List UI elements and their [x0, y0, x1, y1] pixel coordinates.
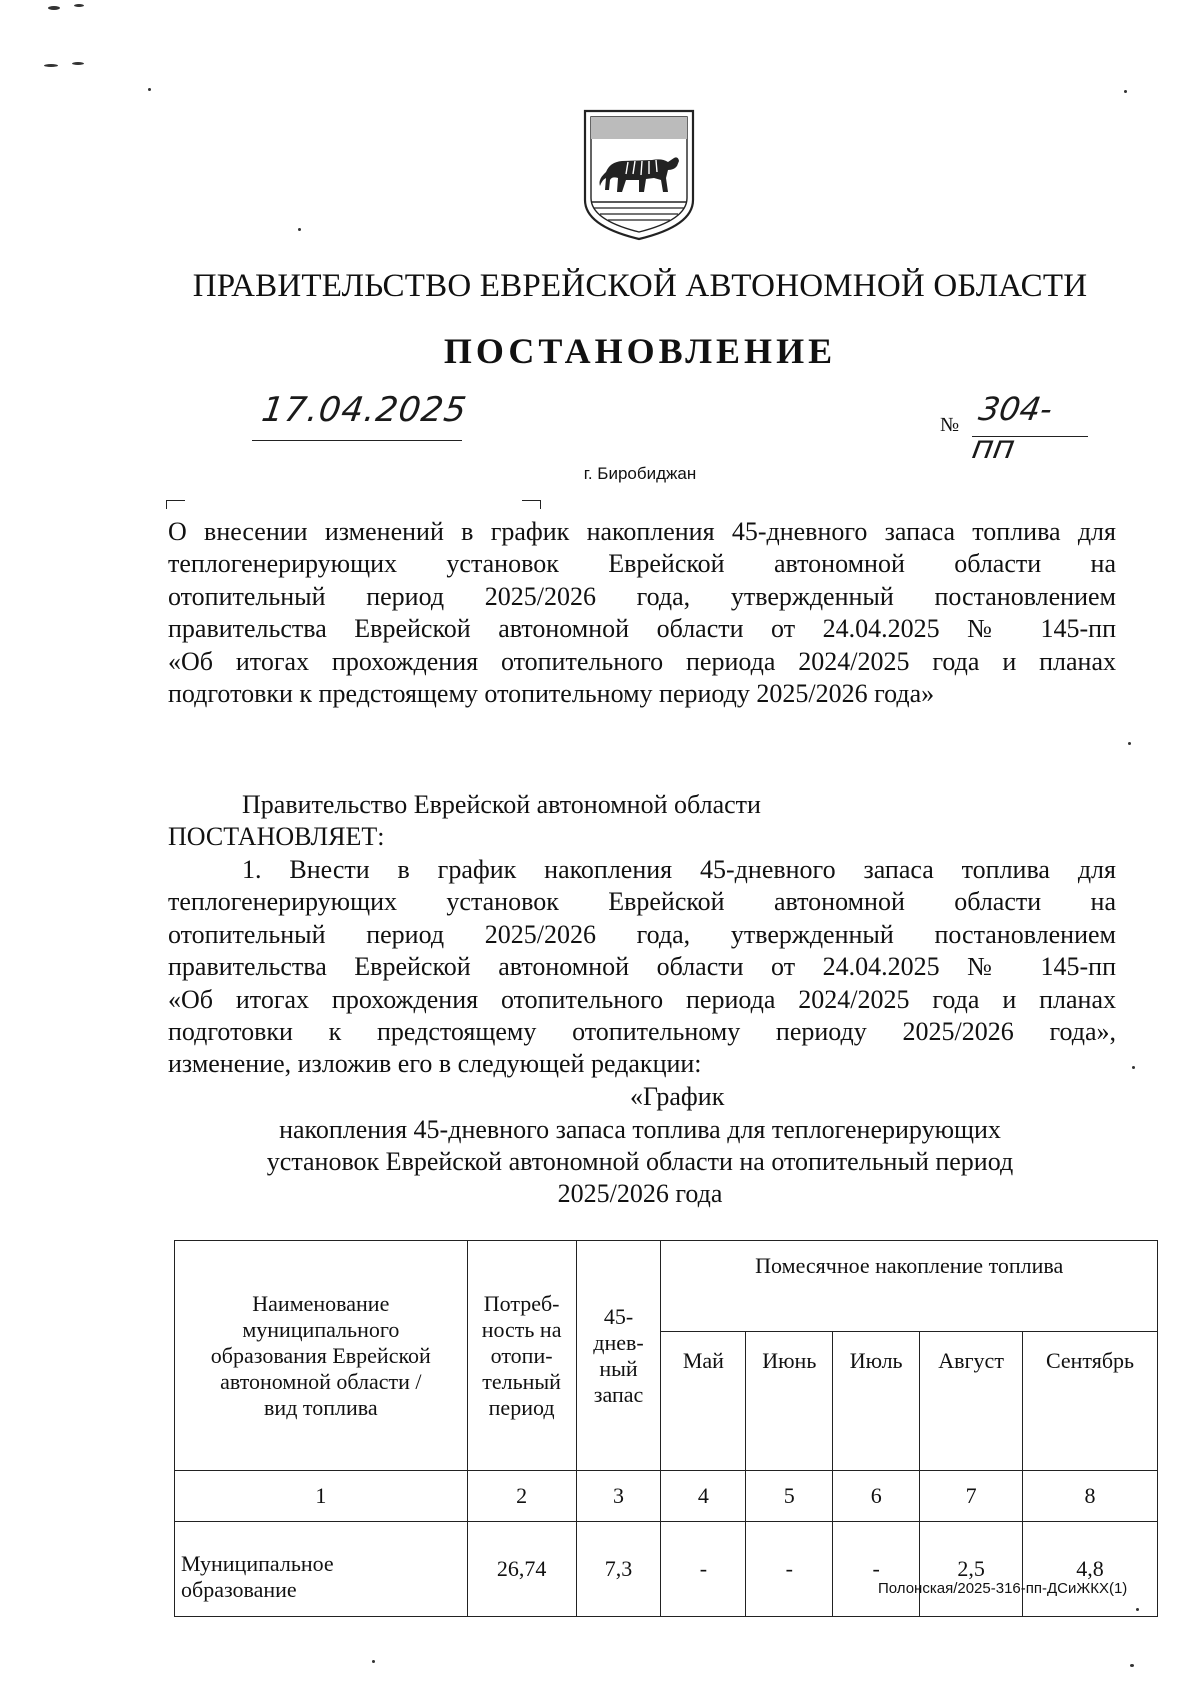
scan-speck — [74, 4, 84, 7]
header-month-september: Сентябрь — [1023, 1332, 1158, 1471]
subject-line: О внесении изменений в график накопления 45-дневного запаса топлива для — [168, 517, 1116, 546]
schedule-title-line: 2025/2026 года — [557, 1179, 723, 1208]
subject-line: отопительный период 2025/2026 года, утвержденный постановлением — [168, 581, 1116, 611]
header-stock: 45- днев- ный запас — [576, 1241, 661, 1471]
cell-august: 2,5 — [920, 1522, 1023, 1617]
header-need: Потреб- ность на отопи- тельный период — [467, 1241, 576, 1471]
coat-of-arms-emblem — [582, 108, 696, 242]
paragraph-line: теплогенерирующих установок Еврейской автономной области на — [168, 887, 1116, 917]
cell-june: - — [746, 1522, 833, 1617]
column-number: 1 — [175, 1471, 468, 1522]
subject-line: правительства Еврейской автономной области от 24.04.2025 № 145-пп — [168, 614, 1116, 644]
subject-line: «Об итогах прохождения отопительного периода 2024/2025 года и планах — [168, 646, 1116, 676]
bracket-left — [166, 500, 185, 509]
schedule-title-line: установок Еврейской автономной области на отопительный период — [266, 1147, 1014, 1176]
header-month-july: Июль — [833, 1332, 920, 1471]
scan-speck — [1132, 1066, 1135, 1069]
bracket-right — [522, 500, 541, 509]
column-number: 4 — [661, 1471, 746, 1522]
cell-september: 4,8 — [1023, 1522, 1158, 1617]
column-number: 5 — [746, 1471, 833, 1522]
footer-reference: Полонская/2025-316-пп-ДСиЖКХ(1) — [878, 1580, 1128, 1597]
preamble-resolves: ПОСТАНОВЛЯЕТ: — [168, 822, 385, 851]
scan-speck — [298, 228, 301, 231]
header-month-august: Август — [920, 1332, 1023, 1471]
fuel-schedule-table — [174, 1240, 1158, 1617]
table-row — [175, 1522, 1158, 1617]
scan-speck — [148, 88, 151, 91]
number-label: № — [940, 414, 960, 436]
scan-speck — [1124, 90, 1127, 93]
paragraph-line: «Об итогах прохождения отопительного периода 2024/2025 года и планах — [168, 984, 1116, 1014]
header-monthly: Помесячное накопление топлива — [661, 1241, 1158, 1332]
government-title: ПРАВИТЕЛЬСТВО ЕВРЕЙСКОЙ АВТОНОМНОЙ ОБЛАСТИ — [192, 268, 1088, 304]
scan-speck — [44, 64, 58, 67]
scan-speck — [72, 62, 84, 65]
scan-speck — [1130, 1664, 1134, 1667]
schedule-word: «График — [630, 1082, 725, 1111]
cell-stock: 7,3 — [576, 1522, 661, 1617]
number-field — [969, 390, 1088, 466]
cell-municipality: Муниципальное образование — [175, 1522, 468, 1617]
header-municipality: Наименование муниципального образования Еврейской автономной области / вид топлива — [175, 1241, 468, 1471]
scan-speck — [48, 6, 60, 10]
date-handwritten: 17.04.2025 — [259, 390, 470, 430]
schedule-title-line: накопления 45-дневного запаса топлива для теплогенерирующих — [279, 1115, 1001, 1144]
number-handwritten: 304-пп — [969, 390, 1056, 466]
paragraph-line: отопительный период 2025/2026 года, утвержденный постановлением — [168, 919, 1116, 949]
scan-speck — [372, 1660, 375, 1663]
city-name: г. Биробиджан — [583, 464, 697, 483]
paragraph-line: подготовки к предстоящему отопительному периоду 2025/2026 года», — [168, 1017, 1116, 1047]
paragraph-line: правительства Еврейской автономной области от 24.04.2025 № 145-пп — [168, 952, 1116, 982]
column-number: 6 — [833, 1471, 920, 1522]
scan-speck — [1136, 1608, 1139, 1611]
cell-july: - — [833, 1522, 920, 1617]
preamble-issuer: Правительство Еврейской автономной области — [242, 790, 761, 819]
paragraph-line: 1. Внести в график накопления 45-дневного запаса топлива для — [242, 855, 1116, 884]
paragraph-1 — [168, 854, 1116, 1081]
header-month-may: Май — [661, 1332, 746, 1471]
date-field — [252, 388, 470, 441]
column-number-row — [175, 1471, 1158, 1522]
cell-need: 26,74 — [467, 1522, 576, 1617]
cell-may: - — [661, 1522, 746, 1617]
decree-subject — [168, 516, 1116, 710]
paragraph-line: изменение, изложив его в следующей редакции: — [168, 1049, 702, 1079]
column-number: 8 — [1023, 1471, 1158, 1522]
header-month-june: Июнь — [746, 1332, 833, 1471]
scan-speck — [1128, 742, 1131, 745]
column-number: 7 — [920, 1471, 1023, 1522]
schedule-title — [180, 1114, 1100, 1210]
column-number: 3 — [576, 1471, 661, 1522]
column-number: 2 — [467, 1471, 576, 1522]
subject-line: подготовки к предстоящему отопительному периоду 2025/2026 года» — [168, 679, 935, 709]
document-type: ПОСТАНОВЛЕНИЕ — [443, 331, 837, 371]
subject-line: теплогенерирующих установок Еврейской автономной области на — [168, 549, 1116, 579]
